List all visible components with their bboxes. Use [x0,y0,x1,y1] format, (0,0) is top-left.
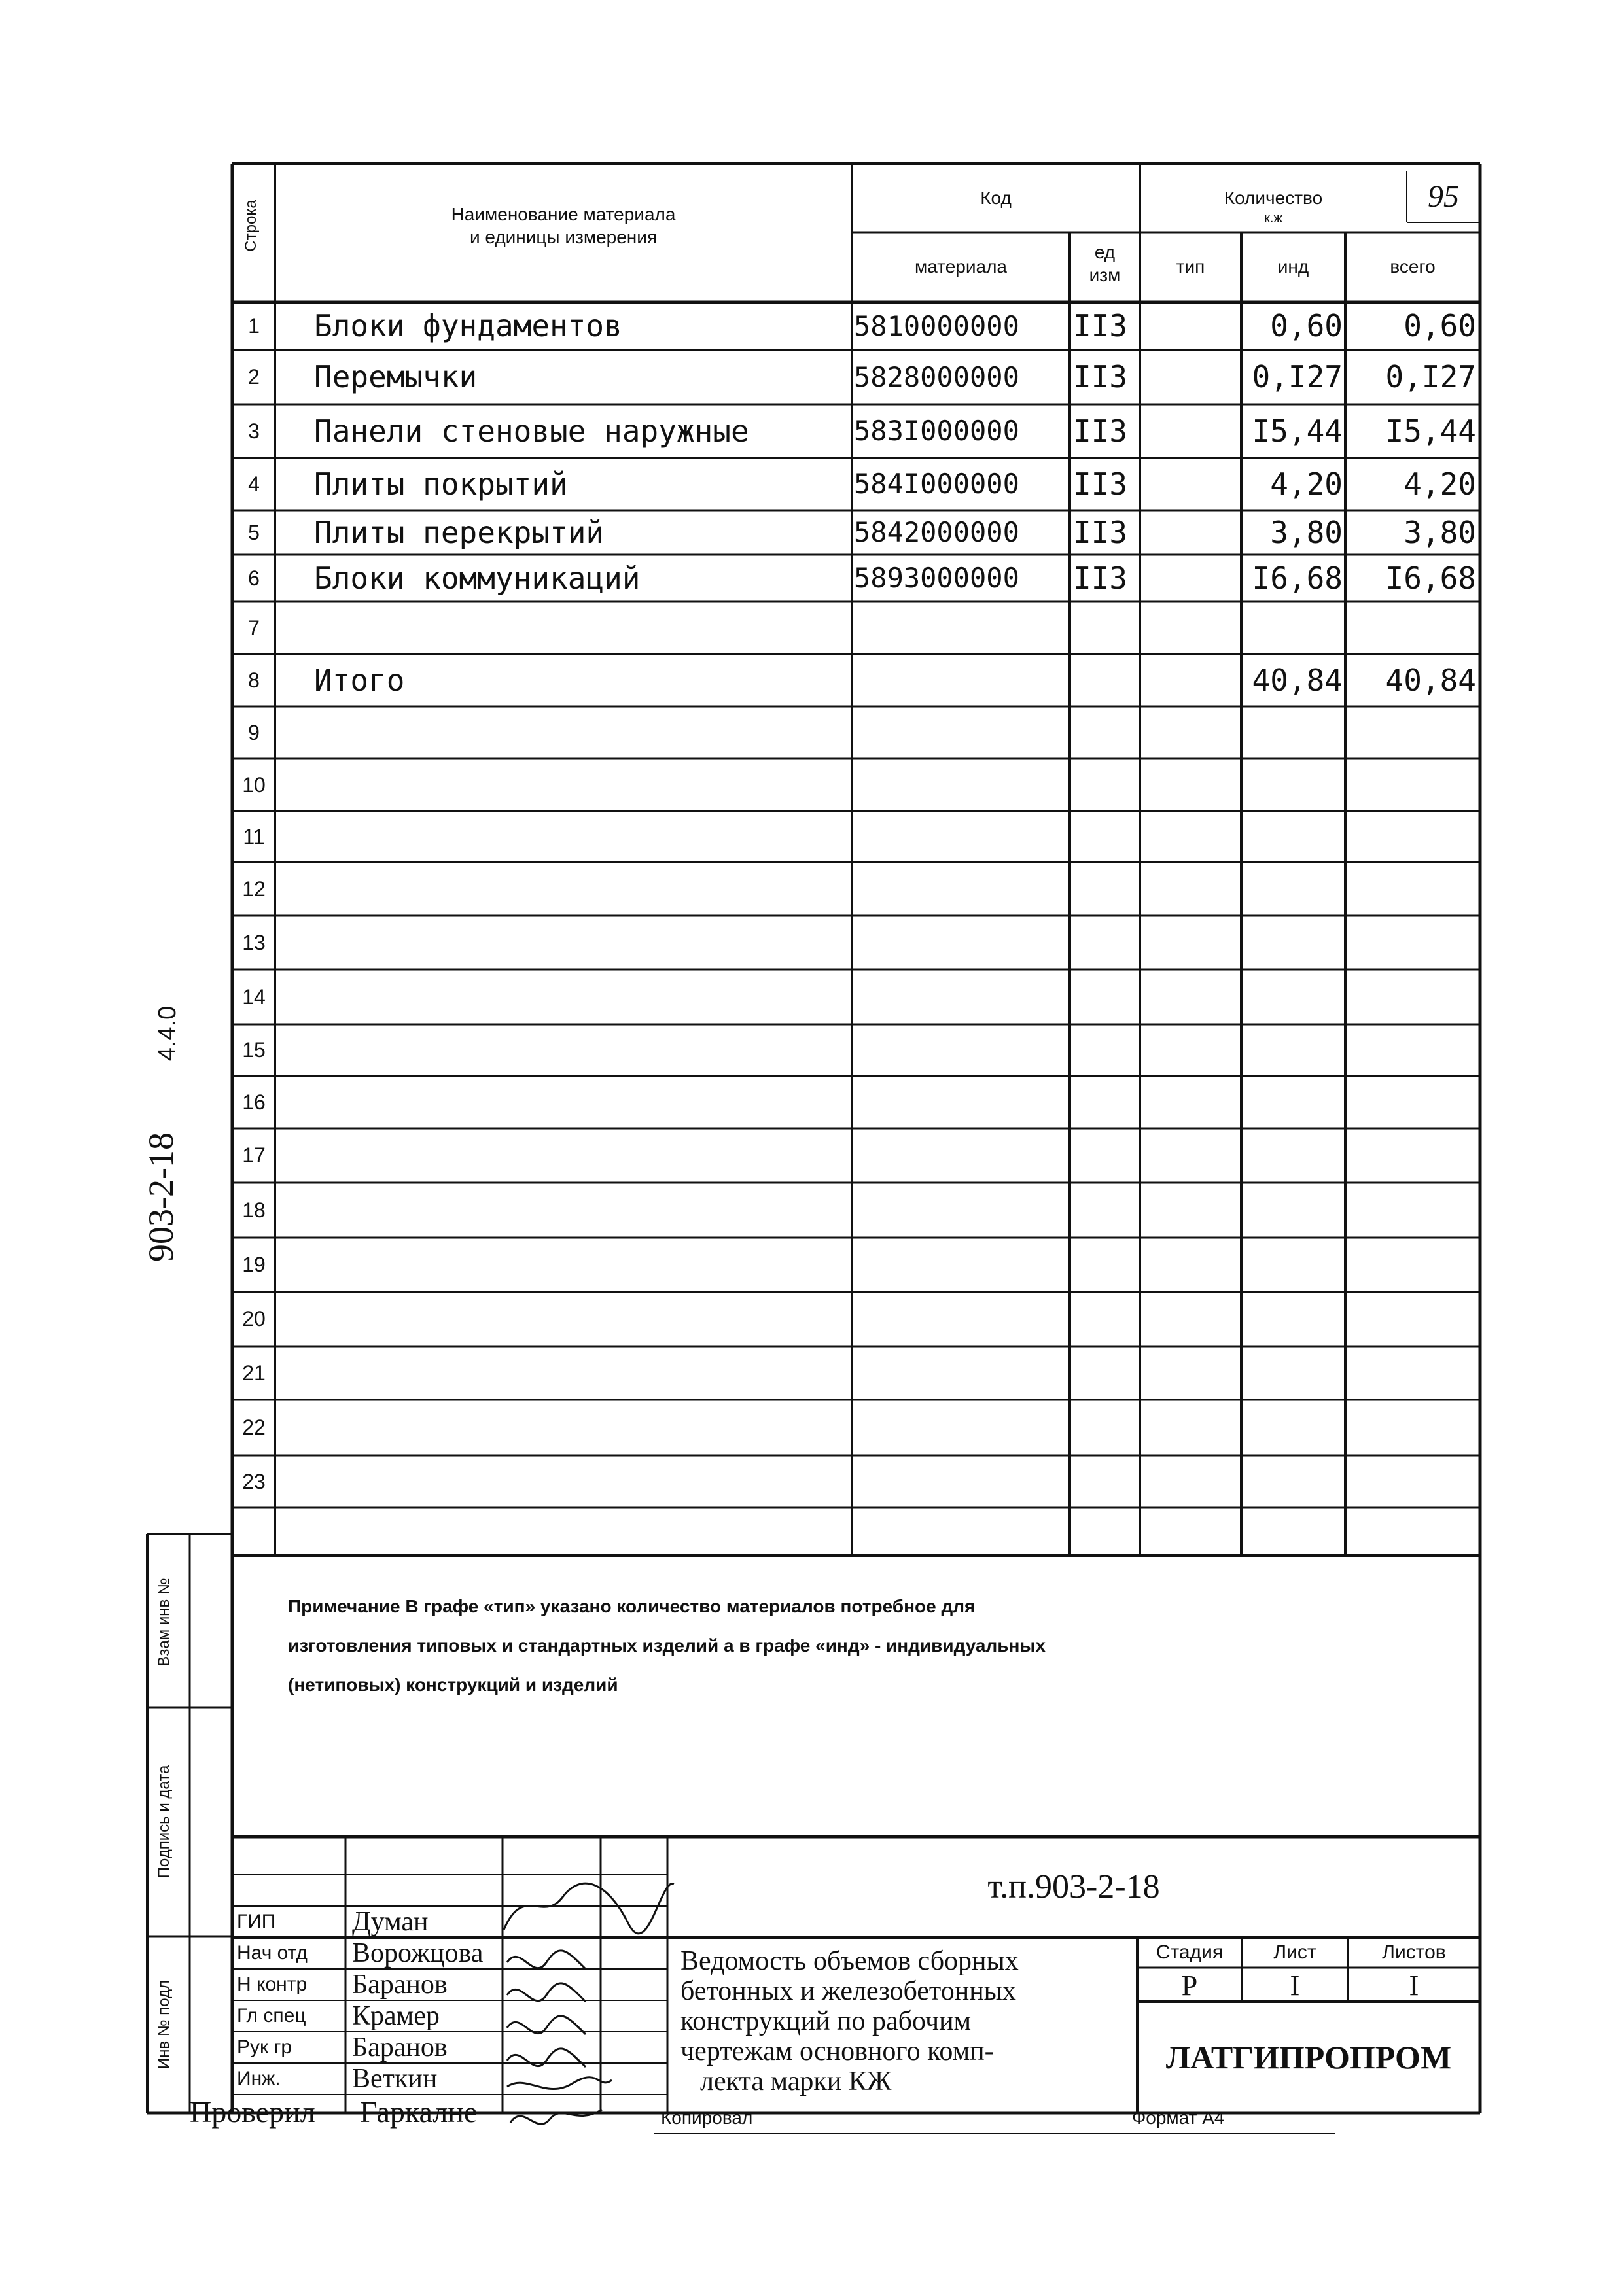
header-code-material: материала [915,256,1007,277]
header-type: тип [1176,256,1205,277]
qty-total [1348,811,1476,862]
material-name [314,706,838,759]
row-number: 22 [242,1416,266,1439]
qty-ind [1243,1024,1343,1076]
unit-code [1073,1346,1139,1400]
qty-type [1142,1400,1240,1455]
material-code [854,602,1070,654]
qty-type [1142,969,1240,1024]
stamp-replaced-inv: Взам инв № [155,1578,173,1667]
qty-total: 4,20 [1403,466,1476,502]
qty-type [1142,1455,1240,1508]
material-name: Плиты перекрытий [314,515,605,550]
qty-ind [1243,1128,1343,1183]
material-code: 583I000000 [854,415,1019,447]
material-code [854,1076,1070,1128]
copied-label: Копировал [661,2108,753,2128]
material-name [314,1455,838,1508]
unit-code [1073,1183,1139,1238]
unit-code: II3 [1073,308,1128,343]
checked-label: Проверил [190,2095,315,2129]
material-code: 5810000000 [854,310,1019,342]
material-name [314,602,838,654]
unit-code: II3 [1073,561,1128,596]
material-name: Перемычки [314,359,478,394]
role-label: ГИП [237,1911,276,1932]
qty-type [1142,1183,1240,1238]
material-name [314,811,838,862]
qty-total: I5,44 [1385,413,1476,449]
material-name [314,969,838,1024]
sheet-title-line: конструкций по рабочим [680,2006,972,2036]
qty-ind: I5,44 [1252,413,1343,449]
qty-type [1142,1238,1240,1292]
unit-code [1073,969,1139,1024]
row-number: 5 [248,521,260,544]
material-name: Панели стеновые наружные [314,413,749,449]
qty-total [1348,1183,1476,1238]
material-code [854,1292,1070,1346]
row-number: 19 [242,1253,266,1276]
stage-label: Стадия [1156,1941,1224,1963]
qty-ind [1243,602,1343,654]
role-label: Нач отд [237,1942,308,1964]
unit-code [1073,1292,1139,1346]
qty-total [1348,706,1476,759]
note-line-1: Примечание В графе «тип» указано количество материалов потребное для [288,1596,976,1616]
sheet-title [680,1946,1019,2096]
role-label: Н контр [237,1974,308,1995]
qty-type [1142,916,1240,969]
unit-code [1073,862,1139,916]
note-line-3: (нетиповых) конструкций и изделий [288,1675,618,1695]
qty-ind: I6,68 [1252,561,1343,596]
material-name [314,1183,838,1238]
qty-type [1142,555,1240,602]
material-name [314,1400,838,1455]
unit-code [1073,1024,1139,1076]
qty-total [1348,602,1476,654]
row-number: 8 [248,669,260,692]
material-code [854,969,1070,1024]
qty-ind [1243,969,1343,1024]
row-number: 16 [242,1090,266,1114]
checked-name: Гаркалне [360,2095,478,2129]
material-code [854,654,1070,706]
qty-total [1348,1346,1476,1400]
qty-type [1142,302,1240,350]
sheet-title-line: бетонных и железобетонных [680,1976,1016,2006]
material-name [314,916,838,969]
row-number: 14 [242,985,266,1009]
material-name [314,862,838,916]
role-person: Веткин [352,2064,438,2094]
row-number: 10 [242,773,266,797]
material-name: Блоки коммуникаций [314,561,641,596]
qty-ind [1243,1455,1343,1508]
qty-type [1142,706,1240,759]
unit-code: II3 [1073,413,1128,449]
material-name: Итого [314,663,405,698]
unit-code [1073,759,1139,811]
qty-total [1348,1024,1476,1076]
material-code [854,1183,1070,1238]
qty-total [1348,1128,1476,1183]
row-number: 18 [242,1198,266,1222]
row-number: 11 [243,825,265,848]
material-code [854,1400,1070,1455]
stamp-sign-date: Подпись и дата [155,1765,173,1879]
header-total: всего [1390,256,1436,277]
unit-code [1073,1076,1139,1128]
sheet-label: Лист [1273,1941,1316,1963]
page-number: 95 [1428,179,1459,214]
qty-ind: 0,I27 [1252,359,1343,394]
qty-type [1142,602,1240,654]
role-person: Баранов [352,2032,448,2062]
unit-code [1073,654,1139,706]
qty-type [1142,811,1240,862]
row-number: 3 [248,419,260,443]
qty-ind [1243,1183,1343,1238]
stage-value: Р [1181,1970,1198,2002]
qty-total [1348,759,1476,811]
qty-ind [1243,1076,1343,1128]
qty-total [1348,1400,1476,1455]
row-number: 20 [242,1307,266,1331]
qty-type [1142,759,1240,811]
unit-code [1073,1455,1139,1508]
qty-total [1348,1238,1476,1292]
qty-ind: 3,80 [1270,515,1343,550]
sheet-title-line: чертежам основного комп- [680,2036,994,2066]
qty-total [1348,1455,1476,1508]
material-code [854,1346,1070,1400]
role-person: Баранов [352,1970,448,2000]
qty-type [1142,1024,1240,1076]
qty-type [1142,654,1240,706]
material-code [854,916,1070,969]
signatures [504,1883,674,2124]
row-number: 17 [242,1143,266,1167]
qty-ind [1243,1346,1343,1400]
unit-code [1073,1128,1139,1183]
qty-ind [1243,811,1343,862]
qty-ind [1243,1400,1343,1455]
unit-code [1073,1400,1139,1455]
header-ind: инд [1277,256,1309,277]
material-name [314,1128,838,1183]
row-number: 6 [248,566,260,590]
material-name [314,1238,838,1292]
material-name [314,1346,838,1400]
qty-total: I6,68 [1385,561,1476,596]
unit-code [1073,706,1139,759]
material-code [854,811,1070,862]
qty-total: 0,I27 [1385,359,1476,394]
material-name [314,1024,838,1076]
qty-type [1142,1128,1240,1183]
sheet-value: I [1290,1970,1300,2002]
material-code [854,862,1070,916]
sheets-value: I [1409,1970,1419,2002]
role-label: Гл спец [237,2005,306,2026]
material-code: 5893000000 [854,562,1019,594]
qty-type [1142,404,1240,458]
role-person: Крамер [352,2001,440,2031]
qty-total: 3,80 [1403,515,1476,550]
qty-total [1348,1292,1476,1346]
qty-total [1348,969,1476,1024]
role-label: Рук гр [237,2036,292,2058]
qty-ind: 0,60 [1270,308,1343,343]
material-name: Плиты покрытий [314,466,568,502]
qty-type [1142,1292,1240,1346]
organization: ЛАТГИПРОПРОМ [1165,2039,1452,2076]
side-sheet-code: 4.4.0 [154,1005,181,1062]
row-number: 7 [248,616,260,640]
qty-ind [1243,916,1343,969]
qty-type [1142,458,1240,510]
material-name [314,1292,838,1346]
header-quantity: Количество [1224,188,1323,208]
header-quantity-sub: к.ж [1264,211,1282,226]
row-number: 13 [242,931,266,954]
role-label: Инж. [237,2068,281,2089]
unit-code: II3 [1073,466,1128,502]
material-code: 584I000000 [854,468,1019,500]
header-row-number: Строка [242,200,260,252]
header-name: Наименование материала и единицы измерения [451,204,676,247]
side-doc-code: 903-2-18 [141,1132,181,1262]
material-code [854,1455,1070,1508]
qty-ind [1243,1238,1343,1292]
unit-code: II3 [1073,359,1128,394]
material-name: Блоки фундаментов [314,308,622,343]
sheet-title-line: Ведомость объемов сборных [680,1946,1019,1976]
unit-code: II3 [1073,515,1128,550]
qty-ind [1243,1292,1343,1346]
qty-type [1142,1346,1240,1400]
row-number: 21 [242,1361,266,1385]
row-number: 12 [242,877,266,901]
unit-code [1073,602,1139,654]
qty-ind: 4,20 [1270,466,1343,502]
material-name [314,1076,838,1128]
qty-ind [1243,706,1343,759]
sheets-label: Листов [1382,1941,1446,1963]
row-number: 4 [248,472,260,496]
row-number: 1 [248,314,260,338]
qty-type [1142,1076,1240,1128]
material-code: 5842000000 [854,516,1019,548]
qty-total: 40,84 [1385,663,1476,698]
material-code [854,1024,1070,1076]
qty-ind: 40,84 [1252,663,1343,698]
qty-ind [1243,759,1343,811]
sheet-title-line: лекта марки КЖ [700,2066,892,2096]
material-code [854,706,1070,759]
qty-ind [1243,862,1343,916]
note-line-2: изготовления типовых и стандартных изделий а в графе «инд» - индивидуальных [288,1635,1046,1656]
role-person: Думан [352,1907,429,1937]
material-code: 5828000000 [854,361,1019,393]
stamp-inv-orig: Инв № подл [155,1979,173,2070]
unit-code [1073,1238,1139,1292]
qty-type [1142,350,1240,404]
row-number: 23 [242,1470,266,1493]
material-code [854,1128,1070,1183]
format-label: Формат А4 [1132,2108,1225,2128]
row-number: 2 [248,365,260,389]
header-code: Код [980,188,1012,208]
unit-code [1073,811,1139,862]
qty-total: 0,60 [1403,308,1476,343]
material-name [314,759,838,811]
unit-code [1073,916,1139,969]
role-person: Ворожцова [352,1938,484,1968]
qty-type [1142,862,1240,916]
row-number: 9 [248,721,260,744]
row-number: 15 [242,1038,266,1062]
material-code [854,1238,1070,1292]
qty-total [1348,916,1476,969]
qty-total [1348,1076,1476,1128]
qty-total [1348,862,1476,916]
qty-type [1142,510,1240,555]
doc-number: т.п.903-2-18 [987,1868,1160,1905]
header-unit: ед изм [1089,242,1121,285]
material-code [854,759,1070,811]
